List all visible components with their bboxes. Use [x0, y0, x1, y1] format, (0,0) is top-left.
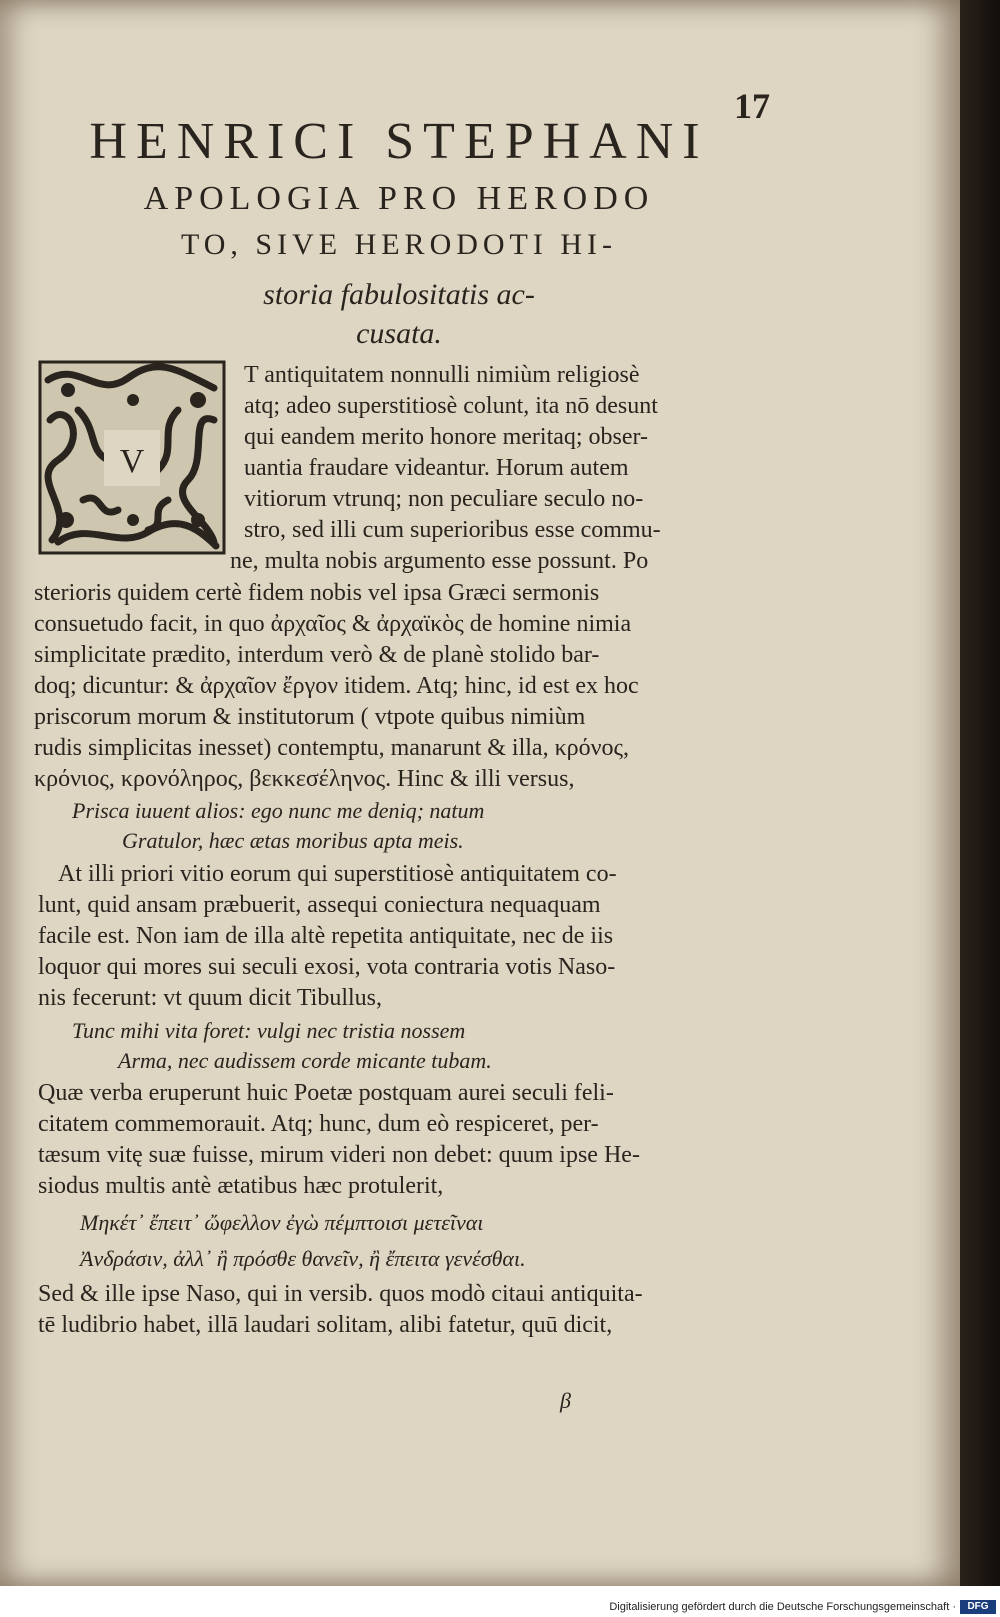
text-line: rudis simplicitas inesset) contemptu, manarunt & illa, κρόνος,	[34, 735, 629, 761]
text-line: nis fecerunt: vt quum dicit Tibullus,	[38, 985, 383, 1011]
text-line: Μηκέτ᾽ ἔπειτ᾽ ὤφελλον ἐγὼ πέμπτοισι μετεῖναι	[80, 1210, 484, 1235]
text-line: Ἀνδράσιν, ἀλλ᾽ ἢ πρόσθε θανεῖν, ἢ ἔπειτα γενέσθαι.	[80, 1246, 526, 1271]
title-line-1: HENRICI STEPHANI	[89, 113, 709, 170]
text-line: lunt, quid ansam præbuerit, assequi coniectura nequaquam	[38, 892, 601, 918]
text-line: loquor qui mores sui seculi exosi, vota contraria votis Naso-	[38, 954, 616, 980]
catchword: β	[560, 1388, 571, 1413]
text-line: stro, sed illi cum superioribus esse commu-	[244, 517, 661, 543]
book-gutter-shadow	[960, 0, 1000, 1586]
text-line: Sed & ille ipse Naso, qui in versib. quos modò citaui antiquita-	[38, 1281, 643, 1307]
text-line: ne, multa nobis argumento esse possunt. Po	[230, 548, 649, 574]
text-line: Gratulor, hæc ætas moribus apta meis.	[122, 828, 464, 853]
text-line: sterioris quidem certè fidem nobis vel ipsa Græci sermonis	[34, 580, 600, 606]
text-line: qui eandem merito honore meritaq; obser-	[244, 424, 649, 450]
title-line-4: storia fabulositatis ac-	[263, 278, 535, 311]
title-line-5: cusata.	[356, 317, 442, 350]
text-line: tē ludibrio habet, illā laudari solitam, alibi fatetur, quū dicit,	[38, 1312, 613, 1338]
text-line: Quæ verba eruperunt huic Poetæ postquam aurei seculi feli-	[38, 1080, 614, 1106]
text-line: citatem commemorauit. Atq; hunc, dum eò respiceret, per-	[38, 1111, 599, 1137]
text-line: Tunc mihi vita foret: vulgi nec tristia nossem	[72, 1018, 466, 1043]
decorated-initial-icon	[38, 360, 226, 555]
text-line: priscorum morum & institutorum ( vtpote quibus nimiùm	[34, 704, 586, 730]
text-line: At illi priori vitio eorum qui superstitiosè antiquitatem co-	[58, 861, 617, 887]
text-line: T antiquitatem nonnulli nimiùm religiosè	[244, 362, 640, 388]
text-line: uantia fraudare videantur. Horum autem	[244, 455, 629, 481]
text-line: κρόνιος, κρονόληρος, βεκκεσέληνος. Hinc & illi versus,	[34, 766, 575, 792]
page-number: 17	[734, 86, 770, 126]
title-line-2: APOLOGIA PRO HERODO	[143, 180, 655, 217]
text-line: siodus multis antè ætatibus hæc protulerit,	[38, 1173, 444, 1199]
text-line: consuetudo facit, in quo ἀρχαῖος & ἀρχαϊκὸς de homine nimia	[34, 611, 632, 637]
text-line: atq; adeo superstitiosè colunt, ita nō desunt	[244, 393, 658, 419]
title-line-3: TO, SIVE HERODOTI HI-	[180, 228, 618, 261]
dfg-logo: DFG	[960, 1600, 996, 1614]
text-line: doq; dicuntur: & ἀρχαῖον ἔργον itidem. Atq; hinc, id est ex hoc	[34, 673, 639, 699]
text-line: vitiorum vtrunq; non peculiare seculo no-	[244, 486, 644, 512]
text-line: Arma, nec audissem corde micante tubam.	[118, 1048, 492, 1073]
text-line: Prisca iuuent alios: ego nunc me deniq; natum	[72, 798, 485, 823]
initial-letter: V	[119, 443, 145, 480]
text-line: simplicitate prædito, interdum verò & de planè stolido bar-	[34, 642, 600, 668]
text-line: facile est. Non iam de illa altè repetita antiquitate, nec de iis	[38, 923, 614, 949]
text-line: tæsum vitę suæ fuisse, mirum videri non debet: quum ipse He-	[38, 1142, 640, 1168]
footer-text: Digitalisierung gefördert durch die Deutsche Forschungsgemeinschaft ·	[609, 1601, 956, 1613]
